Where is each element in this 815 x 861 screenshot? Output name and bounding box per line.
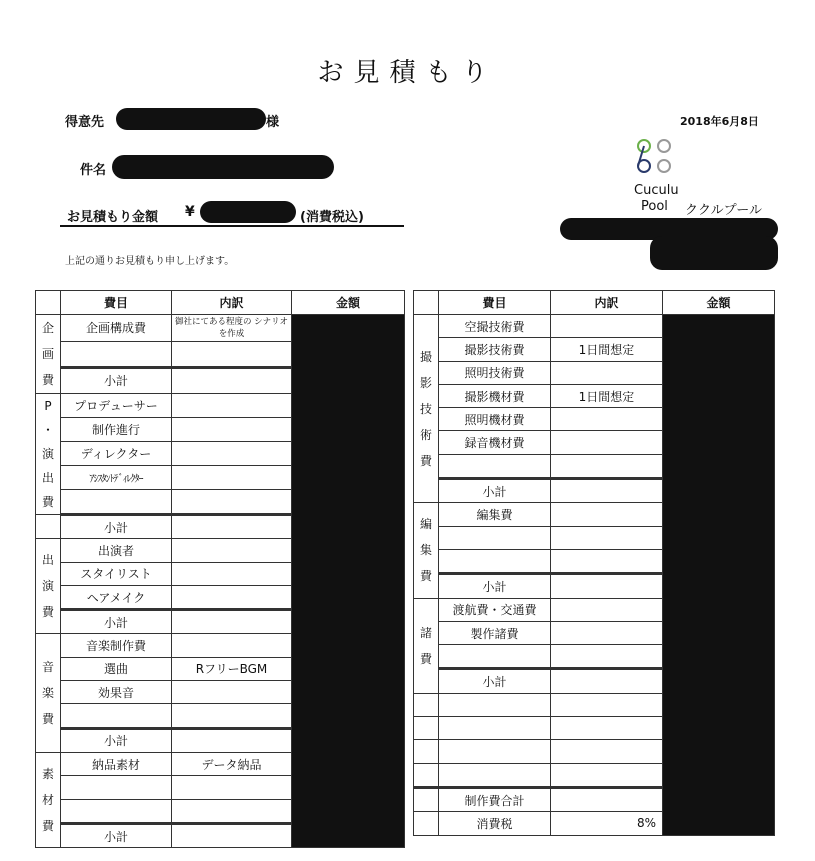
- left-estimate-table: [35, 290, 405, 848]
- row-kikaku-kosei: 企画構成費: [61, 315, 172, 342]
- redacted-client: [116, 108, 266, 130]
- row-camera-tech: 撮影技術費: [439, 338, 551, 361]
- intro-text: 上記の通りお見積もり申し上げます。: [65, 256, 235, 267]
- category-p-direction: P ・ 演 出 費: [36, 394, 61, 515]
- company-logo-icon: [634, 136, 676, 180]
- logo-text-line2: Pool: [641, 199, 668, 214]
- right-estimate-table: [413, 290, 775, 836]
- subtotal-henshu: 小計: [439, 574, 551, 598]
- row-production-total: 制作費合計: [439, 787, 551, 811]
- amount-label: お見積もり金額: [67, 210, 159, 225]
- subject-label: 件名: [80, 163, 107, 178]
- row-seisaku-shinko: 制作進行: [61, 417, 172, 441]
- category-ongaku: 音 楽 費: [36, 634, 61, 752]
- note-deliverables: データ納品: [172, 752, 292, 775]
- issue-date: 2018年6月8日: [680, 115, 759, 128]
- header-item: 費目: [61, 291, 172, 315]
- subtotal-sozai: 小計: [61, 823, 172, 847]
- note-camera-tech: 1日間想定: [551, 338, 663, 361]
- header-detail-right: 内訳: [551, 291, 663, 315]
- subtotal-satsuei: 小計: [439, 479, 551, 503]
- row-stylist: スタイリスト: [61, 562, 172, 585]
- row-sound-effects: 効果音: [61, 681, 172, 704]
- category-shutsuen: 出 演 費: [36, 539, 61, 634]
- category-satsuei: 撮 影 技 術 費: [414, 315, 439, 503]
- header-detail: 内訳: [172, 291, 292, 315]
- client-label: 得意先: [65, 115, 105, 130]
- subtotal-p: 小計: [61, 515, 172, 539]
- row-performer: 出演者: [61, 539, 172, 562]
- row-music-select: 選曲: [61, 657, 172, 680]
- header-amount-right: 金額: [663, 291, 775, 315]
- note-kikaku: 御社にてある程度の シナリオを作成: [172, 315, 292, 342]
- logo-text-line1: Cuculu: [634, 183, 679, 198]
- category-sho: 諸 費: [414, 598, 439, 693]
- category-sozai: 素 材 費: [36, 752, 61, 847]
- amount-underline: [60, 225, 404, 227]
- tax-note: (消費税込): [300, 210, 364, 225]
- yen-sign: ¥: [185, 204, 195, 220]
- row-producer: プロデューサー: [61, 394, 172, 418]
- row-lighting-tech: 照明技術費: [439, 361, 551, 384]
- row-misc-production: 製作諸費: [439, 621, 551, 644]
- redacted-amount-column-right: [663, 315, 775, 836]
- subtotal-ongaku: 小計: [61, 728, 172, 752]
- redacted-subject: [112, 155, 334, 179]
- note-camera-equip: 1日間想定: [551, 384, 663, 407]
- row-hairmake: ヘアメイク: [61, 585, 172, 609]
- client-honorific: 様: [266, 115, 280, 130]
- page-title: お見積もり: [317, 58, 498, 88]
- row-audio-equip: 録音機材費: [439, 431, 551, 454]
- row-editing: 編集費: [439, 503, 551, 526]
- header-item-right: 費目: [439, 291, 551, 315]
- row-camera-equip: 撮影機材費: [439, 384, 551, 407]
- corner-cell: [36, 291, 61, 315]
- redacted-amount: [200, 201, 296, 223]
- subtotal-kikaku: 小計: [61, 367, 172, 393]
- redacted-amount-column-left: [292, 315, 405, 848]
- row-lighting-equip: 照明機材費: [439, 408, 551, 431]
- row-consumption-tax: 消費税: [439, 812, 551, 835]
- note-music-select: RフリーBGM: [172, 657, 292, 680]
- subtotal-sho: 小計: [439, 669, 551, 693]
- company-name: ククルプール: [685, 203, 762, 218]
- row-director: ディレクター: [61, 441, 172, 465]
- category-kikaku: 企 画 費: [36, 315, 61, 394]
- row-aerial: 空撮技術費: [439, 315, 551, 338]
- row-travel: 渡航費・交通費: [439, 598, 551, 621]
- row-assistant-director: ｱｼｽﾀﾝﾄﾃﾞｨﾚｸﾀｰ: [61, 465, 172, 489]
- subtotal-shutsuen: 小計: [61, 610, 172, 634]
- row-music-production: 音楽制作費: [61, 634, 172, 657]
- header-amount: 金額: [292, 291, 405, 315]
- redacted-address-2: [650, 236, 778, 270]
- row-deliverables: 納品素材: [61, 752, 172, 775]
- category-henshu: 編 集 費: [414, 503, 439, 598]
- tax-rate: 8%: [551, 812, 663, 835]
